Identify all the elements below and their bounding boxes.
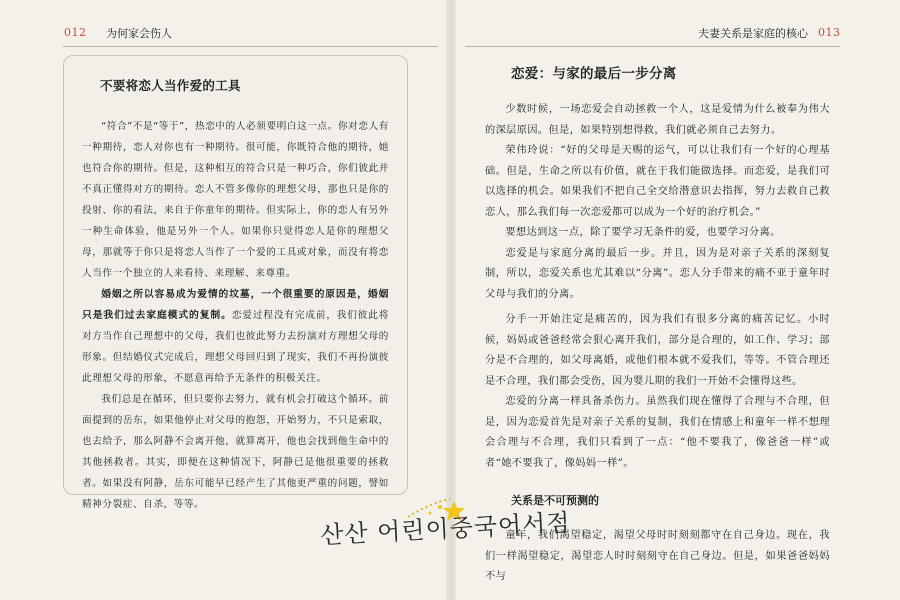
body-paragraph: 荣伟玲说：“好的父母是天赐的运气，可以让我们有一个好的心理基础。但是，生命之所以有价值，就在于我们能做选择。而恋爱，是我们可以选择的机会。如果我们不把自己全交给潜意识去指挥，努力去救自己救恋人，那么我们每一次恋爱都可以成为一个好的治疗机会。” [485, 145, 830, 218]
left-page-number: 012 [64, 26, 87, 39]
right-header-rule [465, 46, 840, 47]
sidebar-title: 不要将恋人当作爱的工具 [100, 78, 241, 93]
body-paragraph: 要想达到这一点，除了要学习无条件的爱，也要学习分离。 [505, 227, 781, 238]
sidebar-last-paragraph: 我们总是在循环，但只要你去努力，就有机会打破这个循环。前面提到的岳东，如果他停止对父母的抱怨，开始努力，不只是索取，也去给予，那么阿静不会离开他，就算离开，他也会找到他生命中的其他拯救者。其实，即便在这种情况下，阿静已是他很重要的拯救者。如果没有阿静，岳东可能早已经产生了其他更严重的问题，譬如精神分裂症、自杀，等等。 [82, 394, 389, 510]
body-paragraph: 恋爱的分离一样具备杀伤力。虽然我们现在懂得了合理与不合理，但是，因为恋爱首先是对亲子关系的复制，我们在情感上和童年一样不想理会合理与不合理，我们只看到了一点：“他不要我了，像爸爸一样”或者“她不要我了，像妈妈一样”。 [485, 396, 830, 469]
sidebar-paragraph-with-bold [82, 284, 389, 389]
stamp-text: 산산 어린이중국어서점 [319, 508, 572, 550]
sidebar-box [63, 55, 408, 510]
body-paragraph: 恋爱是与家庭分离的最后一步。并且，因为是对亲子关系的深刻复制，所以，恋爱关系也尤其难以“分离”。恋人分手带来的痛不亚于童年时父母与我们的分离。 [485, 247, 830, 300]
right-page-number: 013 [818, 26, 841, 39]
right-page-body [485, 62, 830, 588]
subsection-title: 关系是不可预测的 [511, 494, 599, 507]
left-header-rule [63, 46, 438, 47]
section-title: 恋爱：与家的最后一步分离 [511, 66, 677, 82]
sidebar-bold-rest: 恋爱过程没有完成前，我们彼此将对方当作自己理想中的父母，我们也彼此努力去扮演对方理想父母的形象。但结婚仪式完成后，理想父母回归到了现实，我们不再扮演彼此理想父母的形象，不愿意再给予无条件的积极关注。 [82, 310, 389, 384]
body-paragraph: 分手一开始注定是痛苦的，因为我们有很多分离的痛苦记忆。小时候，妈妈或爸爸经常会狠心离开我们，部分是合理的，如工作、学习；部分是不合理的，如父母离婚，或他们根本就不爱我们，等等。不管合理还是不合理，我们都会受伤，因为婴儿期的我们一开始不会懂得这些。 [485, 314, 830, 387]
sidebar-bold-lead: 婚姻之所以容易成为爱情的坟墓，一个很重要的原因是，婚姻只是我们过去家庭模式的复制。 [82, 289, 389, 321]
body-paragraph: 童年，我们渴望稳定，渴望父母时时刻刻都守在自己身边。现在，我们一样渴望稳定，渴望恋人时时刻刻守在自己身边。但是，如果爸爸妈妈不与 [485, 530, 830, 582]
right-running-head: 夫妻关系是家庭的核心 [698, 27, 808, 40]
body-paragraph: 少数时候，一场恋爱会自动拯救一个人，这是爱情为什么被奉为伟大的深层原因。但是，如果特别想得救，我们就必须自己去努力。 [485, 104, 830, 136]
left-running-head: 为何家会伤人 [106, 27, 172, 40]
sidebar-paragraph: “符合”不是“等于”，热恋中的人必须要明白这一点。你对恋人有一种期待，恋人对你也有一种期待。很可能，你既符合他的期待，她也符合你的期待。但是，这种相互的符合只是一种巧合，你们彼此并不真正懂得对方的期待。恋人不管多像你的理想父母，那也只是你的投射、你的看法，来自于你童年的期待。但实际上，你的恋人有另外一种生命体验，他是另外一个人。如果你只觉得恋人是你的理想父母，那就等于你只是将恋人当作了一个爱的工具或对象，而没有将恋人当作一个独立的人来看待、来理解、来尊重。 [82, 121, 389, 279]
